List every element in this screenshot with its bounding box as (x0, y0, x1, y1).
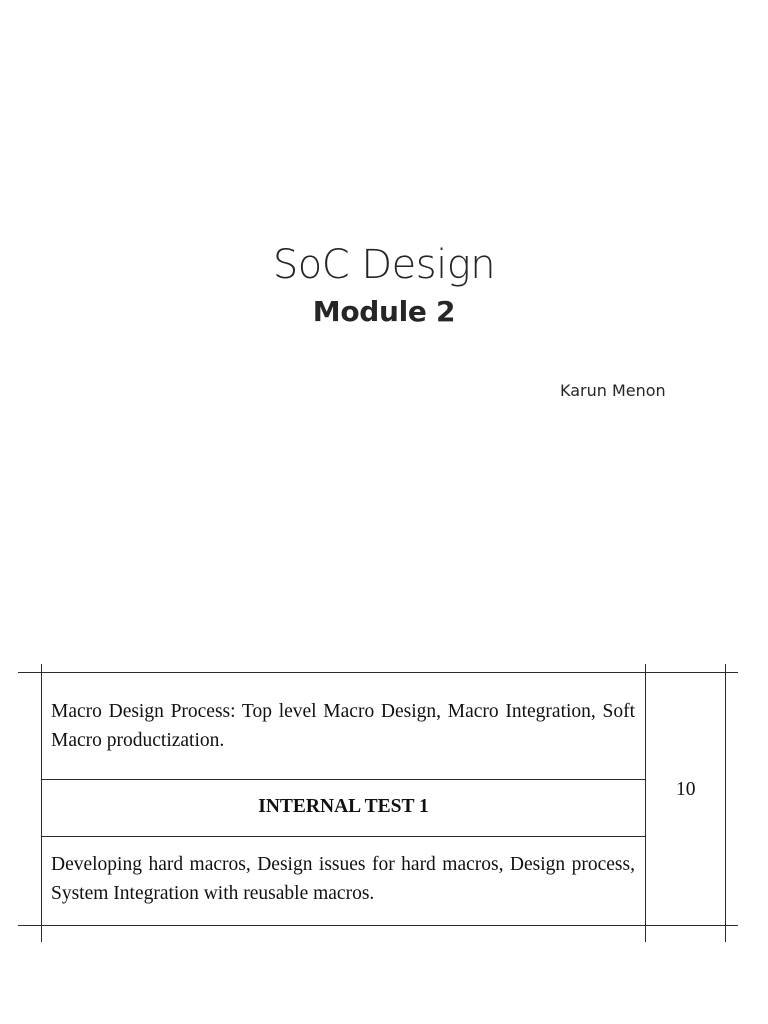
table-right-border (725, 664, 726, 942)
syllabus-row-topic: Macro Design Process: Top level Macro Design, Macro Integration, Soft Macro productization. (51, 701, 635, 751)
hours-value: 10 (676, 779, 696, 800)
table-bottom-border (18, 925, 738, 926)
slide-subtitle: Module 2 (312, 295, 456, 328)
row-divider (42, 836, 645, 837)
column-divider (645, 664, 646, 942)
syllabus-row-topic: Developing hard macros, Design issues for hard macros, Design process, System Integration with reusable macros. (51, 854, 635, 904)
slide-title: SoC Design (272, 242, 496, 288)
table-top-border (18, 672, 738, 673)
internal-test-label: INTERNAL TEST 1 (258, 796, 429, 817)
author-name: Karun Menon (560, 381, 666, 400)
row-divider (42, 779, 645, 780)
